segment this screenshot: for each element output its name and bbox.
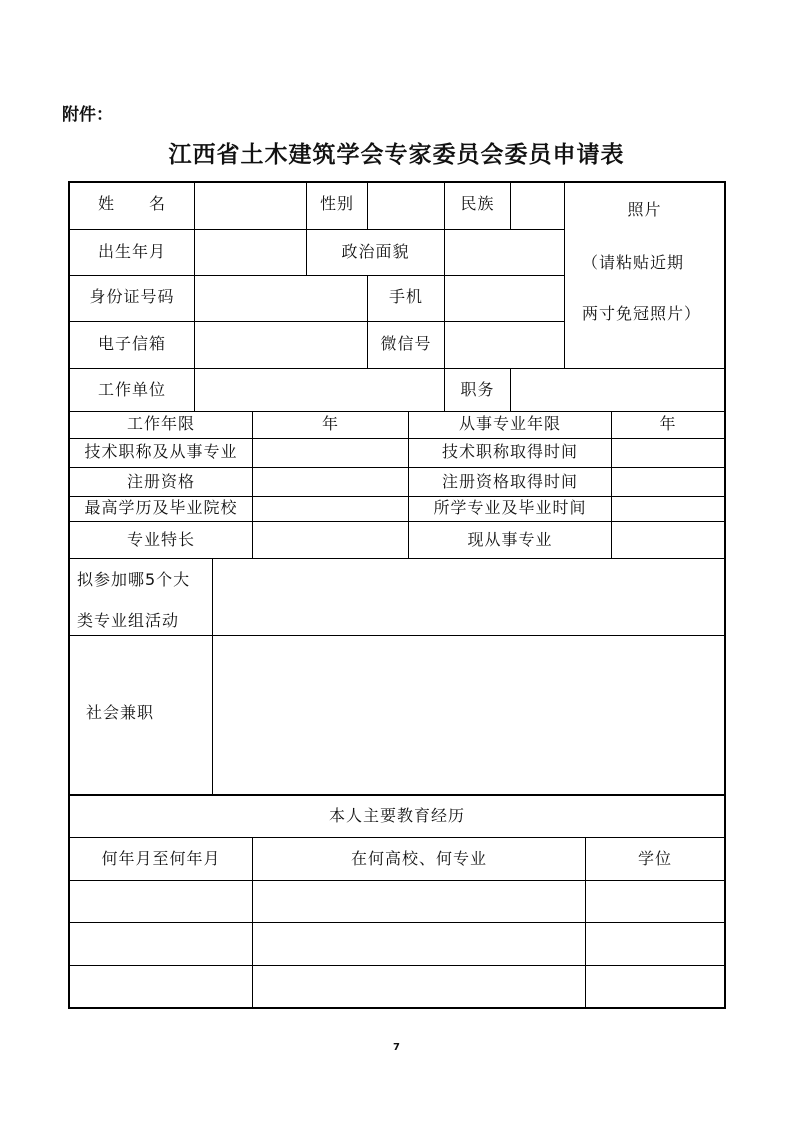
col-line	[444, 182, 445, 411]
row-line	[69, 880, 725, 881]
phone-label: 手机	[388, 287, 423, 306]
form-title: 江西省土木建筑学会专家委员会委员申请表	[168, 142, 625, 168]
col-header-period: 何年月至何年月	[101, 849, 221, 868]
major-time-label: 所学专业及毕业时间	[433, 498, 587, 517]
ethnicity-label: 民族	[460, 194, 495, 213]
social-label: 社会兼职	[86, 703, 155, 722]
photo-note-line-1: （请粘贴近期	[582, 253, 685, 272]
row-line	[69, 411, 725, 412]
col-header-degree: 学位	[637, 849, 672, 868]
tech-title-label: 技术职称及从事专业	[84, 442, 238, 461]
prof-years-label: 从事专业年限	[458, 414, 561, 433]
education-label: 最高学历及毕业院校	[84, 498, 238, 517]
row-line	[69, 635, 725, 636]
id-number-label: 身份证号码	[89, 287, 175, 306]
col-line	[212, 558, 213, 795]
specialty-label: 专业特长	[126, 530, 195, 549]
email-label: 电子信箱	[97, 334, 166, 353]
border-bottom	[68, 1007, 726, 1009]
political-label: 政治面貌	[341, 242, 410, 261]
row-line	[69, 837, 725, 838]
row-line	[69, 965, 725, 966]
col-line	[367, 182, 368, 229]
row-line	[69, 368, 725, 369]
name-label: 姓 名	[97, 194, 166, 213]
groups-label-line-1: 拟参加哪5个大	[77, 570, 191, 589]
row-line	[69, 275, 564, 276]
gender-label: 性别	[319, 194, 354, 213]
wechat-label: 微信号	[380, 334, 432, 353]
photo-label: 照片	[627, 200, 662, 219]
registration-time-label: 注册资格取得时间	[441, 472, 578, 491]
photo-note-line-2: 两寸免冠照片）	[582, 304, 702, 323]
border-top	[68, 181, 726, 183]
employer-label: 工作单位	[97, 380, 166, 399]
col-line	[194, 182, 195, 411]
row-line	[69, 496, 725, 497]
tech-title-time-label: 技术职称取得时间	[441, 442, 578, 461]
registration-label: 注册资格	[126, 472, 195, 491]
education-heading: 本人主要教育经历	[328, 806, 465, 825]
row-line	[69, 467, 725, 468]
row-line	[69, 521, 725, 522]
row-line	[69, 321, 564, 322]
row-line	[69, 229, 564, 230]
year-unit: 年	[659, 414, 677, 433]
row-line	[69, 794, 725, 796]
groups-label-line-2: 类专业组活动	[77, 611, 180, 630]
col-line	[510, 182, 511, 229]
position-label: 职务	[460, 380, 495, 399]
row-line	[69, 558, 725, 559]
border-right	[724, 181, 726, 1009]
col-line	[510, 368, 511, 411]
row-line	[69, 438, 725, 439]
col-header-school: 在何高校、何专业	[350, 849, 487, 868]
year-unit: 年	[321, 414, 339, 433]
current-major-label: 现从事专业	[467, 530, 553, 549]
birth-label: 出生年月	[97, 242, 166, 261]
page-number: 7	[393, 1042, 400, 1053]
attachment-label: 附件：	[62, 105, 113, 125]
work-years-label: 工作年限	[126, 414, 195, 433]
row-line	[69, 922, 725, 923]
